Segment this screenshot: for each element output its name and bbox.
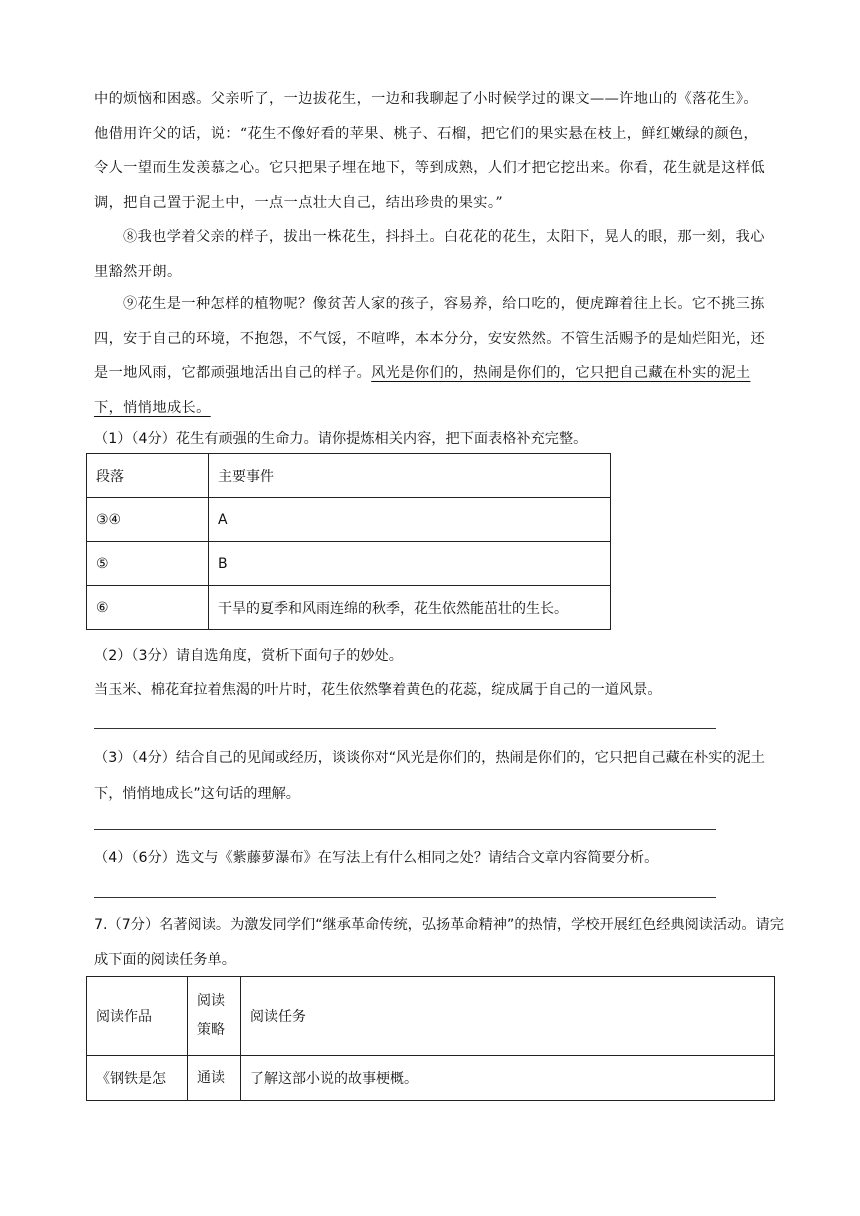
table-row — [87, 498, 611, 542]
reading-task-table — [86, 976, 775, 1101]
answer-line-2[interactable] — [94, 728, 716, 729]
answer-blank-a[interactable]: A — [209, 498, 611, 542]
paragraph-9-text: ⑨花生是一种怎样的植物呢？像贫苦人家的孩子，容易养，给口吃的，便虎蹿着往上长。它不挑三拣四，安于自己的环境，不抱怨，不气馁，不喧哗，本本分分，安安然然。不管生活赐予的是灿烂阳光，还是一地风雨，它都顽强地活出自己的样子。 — [94, 296, 766, 381]
passage-paragraph-7: 中的烦恼和困惑。父亲听了，一边拔花生，一边和我聊起了小时候学过的课文——许地山的《落花生》。他借用许父的话，说：“花生不像好看的苹果、桃子、石榴，把它们的果实悬在枝上，鲜红嫩绿的颜色，令人一望而生发羡慕之心。它只把果子埋在地下，等到成熟，人们才把它挖出来。你看，花生就是这样低调，把自己置于泥土中，一点一点壮大自己，结出珍贵的果实。” — [94, 91, 766, 211]
table-cell: 干旱的夏季和风雨连绵的秋季，花生依然能茁壮的生长。 — [209, 586, 611, 630]
header-cell: 阅读任务 — [241, 977, 775, 1056]
question-7-prompt: 7.（7分）名著阅读。为激发同学们“继承革命传统，弘扬革命精神”的热情，学校开展红色经典阅读活动。请完成下面的阅读任务单。 — [94, 917, 784, 968]
table-cell: ⑤ — [87, 542, 209, 586]
passage-paragraph-8: ⑧我也学着父亲的样子，拔出一株花生，抖抖土。白花花的花生，太阳下，晃人的眼，那一刻，我心里豁然开朗。 — [94, 229, 765, 280]
question-1-prompt: （1）（4分）花生有顽强的生命力。请你提炼相关内容，把下面表格补充完整。 — [94, 431, 588, 447]
question-4-prompt: （4）（6分）选文与《紫藤萝瀑布》在写法上有什么相同之处？请结合文章内容简要分析。 — [94, 850, 659, 866]
table-header-row — [87, 977, 775, 1056]
table-row — [87, 542, 611, 586]
table-cell: ⑥ — [87, 586, 209, 630]
question-2-prompt: （2）（3分）请自选角度，赏析下面句子的妙处。 — [94, 648, 403, 664]
answer-blank-b[interactable]: B — [209, 542, 611, 586]
header-cell: 阅读策略 — [188, 977, 241, 1056]
table-row — [87, 586, 611, 630]
header-cell: 段落 — [87, 454, 209, 498]
question-1-table — [86, 453, 611, 630]
table-cell: ③④ — [87, 498, 209, 542]
table-cell: 了解这部小说的故事梗概。 — [241, 1056, 775, 1101]
table-row — [87, 1056, 775, 1101]
table-cell: 《钢铁是怎 — [87, 1056, 188, 1101]
answer-line-4[interactable] — [94, 897, 716, 898]
answer-line-3[interactable] — [94, 829, 716, 830]
question-2-sentence: 当玉米、棉花耷拉着焦渴的叶片时，花生依然擎着黄色的花蕊，绽成属于自己的一道风景。 — [94, 682, 662, 698]
table-cell: 通读 — [188, 1056, 241, 1101]
underlined-sentence: 风光是你们的，热闹是你们的，它只把自己藏在朴实的泥土下，悄悄地成长。 — [94, 365, 751, 416]
header-cell: 阅读作品 — [87, 977, 188, 1056]
table-header-row — [87, 454, 611, 498]
passage-paragraph-9 — [94, 287, 770, 425]
header-cell: 主要事件 — [209, 454, 611, 498]
question-3-prompt: （3）（4分）结合自己的见闻或经历，谈谈你对“风光是你们的，热闹是你们的，它只把自己藏在朴实的泥土下，悄悄地成长”这句话的理解。 — [94, 750, 765, 802]
